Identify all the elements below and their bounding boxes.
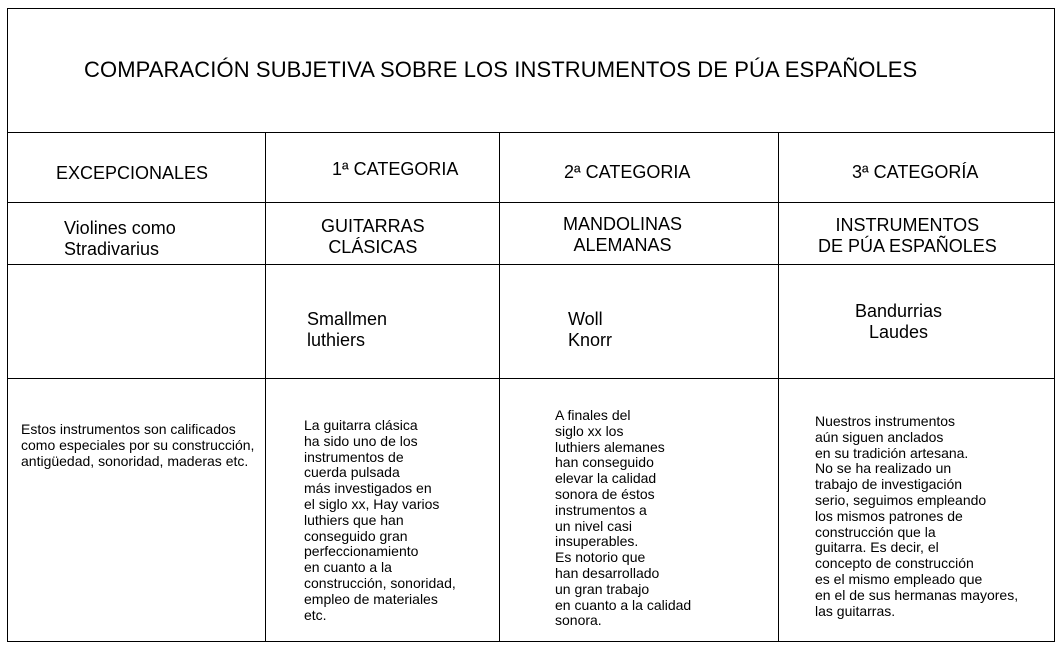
- table-border-bottom: [7, 641, 1055, 642]
- makers-3a-categoria: Bandurrias Laudes: [855, 301, 943, 342]
- example-excepcionales: Violines como Stradivarius: [64, 218, 176, 259]
- description-3a-categoria: Nuestros instrumentos aún siguen anclados en su tradición artesana. No se ha realizado un trabajo de investigación serio, seguimos empleando los mismos patrones de construcción que la guitarra. Es decir, el concepto de construcción es el mismo empleado que en el de sus hermanas mayores, las guitarras.: [815, 413, 1019, 619]
- column-divider-1: [265, 132, 266, 642]
- header-1a-categoria: 1ª CATEGORIA: [332, 159, 459, 179]
- table-rule-example: [7, 264, 1055, 265]
- table-rule-header: [7, 202, 1055, 203]
- table-rule-title: [7, 132, 1055, 133]
- description-excepcionales: Estos instrumentos son calificados como especiales por su construcción, antigüedad, sonoridad, maderas etc.: [21, 421, 255, 469]
- table-rule-makers: [7, 378, 1055, 379]
- header-3a-categoria: 3ª CATEGORÍA: [852, 162, 979, 182]
- page-title: COMPARACIÓN SUBJETIVA SOBRE LOS INSTRUMENTOS DE PÚA ESPAÑOLES: [84, 57, 918, 82]
- example-2a-categoria: MANDOLINAS ALEMANAS: [563, 214, 683, 255]
- example-1a-categoria: GUITARRAS CLÁSICAS: [321, 216, 425, 257]
- makers-1a-categoria: Smallmen luthiers: [307, 309, 388, 350]
- description-2a-categoria: A finales del siglo xx los luthiers alemanes han conseguido elevar la calidad sonora de éstos instrumentos a un nivel casi insuperables. Es notorio que han desarrollado un gran trabajo en cuanto a la calidad sonora.: [555, 407, 692, 629]
- column-divider-2: [499, 132, 500, 642]
- makers-2a-categoria: Woll Knorr: [568, 309, 613, 350]
- header-2a-categoria: 2ª CATEGORIA: [564, 162, 691, 182]
- table-border-right: [1054, 8, 1055, 642]
- description-1a-categoria: La guitarra clásica ha sido uno de los instrumentos de cuerda pulsada más investigados en el siglo xx, Hay varios luthiers que han conseguido gran perfeccionamiento en cuanto a la construcción, sonoridad, empleo de materiales etc.: [304, 417, 456, 623]
- header-excepcionales: EXCEPCIONALES: [56, 163, 209, 183]
- example-3a-categoria: INSTRUMENTOS DE PÚA ESPAÑOLES: [818, 215, 997, 256]
- column-divider-3: [778, 132, 779, 642]
- table-border-top: [7, 8, 1055, 9]
- table-border-left: [7, 8, 8, 642]
